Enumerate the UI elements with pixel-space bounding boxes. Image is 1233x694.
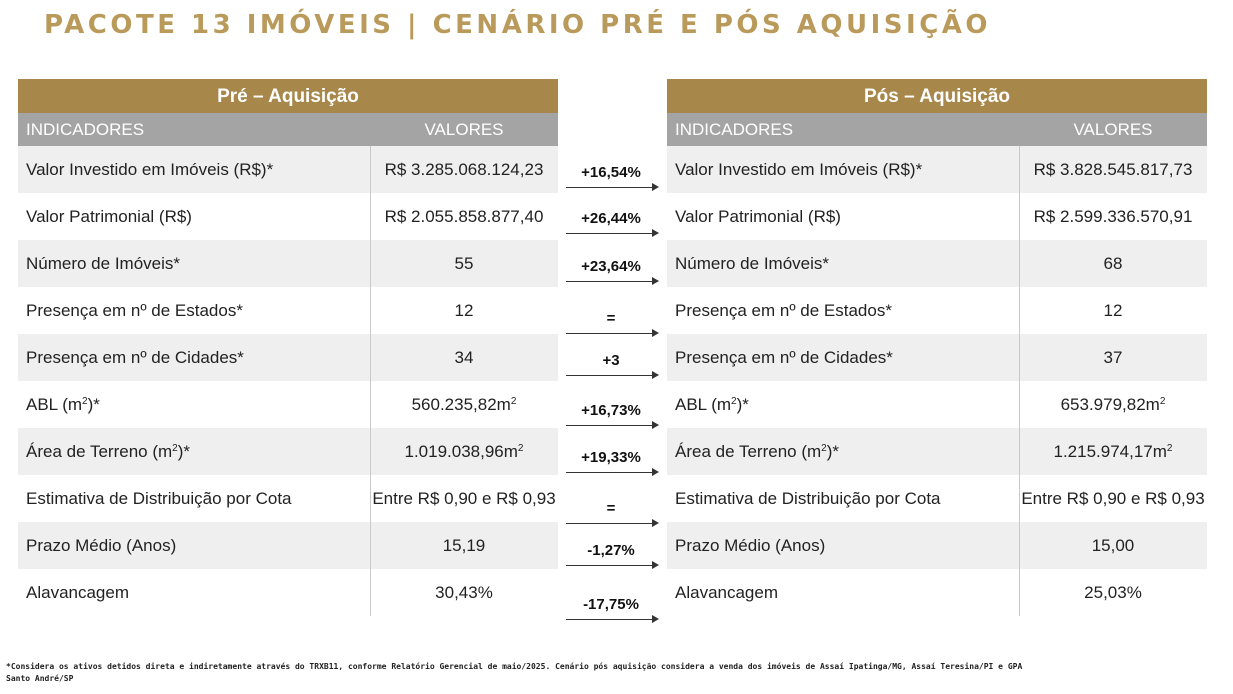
- indicator-label: Valor Investido em Imóveis (R$)*: [26, 159, 274, 179]
- column-header-valores: VALORES: [424, 119, 504, 139]
- arrow-line: [566, 523, 653, 524]
- indicator-value: R$ 2.055.858.877,40: [384, 206, 544, 226]
- delta-item: [563, 449, 659, 479]
- indicator-label: Prazo Médio (Anos): [675, 535, 826, 555]
- indicator-value: 12: [1103, 300, 1123, 320]
- indicator-value: 12: [454, 300, 474, 320]
- column-divider: [1019, 146, 1020, 616]
- indicator-label: Estimativa de Distribuição por Cota: [26, 488, 292, 508]
- arrow-line: [566, 619, 653, 620]
- indicator-value: R$ 2.599.336.570,91: [1033, 206, 1193, 226]
- indicator-value: Entre R$ 0,90 e R$ 0,93: [372, 488, 556, 508]
- indicator-value: 34: [454, 347, 474, 367]
- arrow-line: [566, 375, 653, 376]
- indicator-label: Valor Patrimonial (R$): [26, 206, 192, 226]
- indicator-label: Prazo Médio (Anos): [26, 535, 177, 555]
- table-row: [18, 475, 558, 522]
- delta-value: +3: [602, 352, 620, 369]
- indicator-label: Valor Patrimonial (R$): [675, 206, 841, 226]
- table-row: [18, 193, 558, 240]
- arrow-line: [566, 425, 653, 426]
- indicator-value: 55: [454, 253, 474, 273]
- column-header-indicadores: INDICADORES: [675, 119, 794, 139]
- column-divider: [370, 146, 371, 616]
- indicator-value: $560.235,82m^2$: [411, 394, 517, 414]
- delta-item: [563, 402, 659, 432]
- indicator-value: R$ 3.828.545.817,73: [1033, 159, 1193, 179]
- pos-acquisition-table: [667, 79, 1207, 616]
- indicator-label: ABL $(m^2)*$: [26, 394, 100, 414]
- indicator-value: $1.215.974,17m^2$: [1053, 441, 1173, 461]
- arrow-line: [566, 333, 653, 334]
- delta-item: [563, 542, 659, 572]
- indicator-value: $1.019.038,96m^2$: [404, 441, 524, 461]
- delta-value: +19,33%: [581, 449, 641, 466]
- arrow-line: [566, 233, 653, 234]
- indicator-label: Estimativa de Distribuição por Cota: [675, 488, 941, 508]
- delta-item: [563, 210, 659, 240]
- page-title: PACOTE 13 IMÓVEIS | CENÁRIO PRÉ E PÓS AQUISIÇÃO: [44, 10, 992, 40]
- arrow-right-icon: [652, 183, 659, 191]
- indicator-label: Número de Imóveis*: [26, 253, 181, 273]
- delta-item: [563, 352, 659, 382]
- table-row: [667, 475, 1207, 522]
- indicator-value: R$ 3.285.068.124,23: [384, 159, 544, 179]
- indicator-label: Valor Investido em Imóveis (R$)*: [675, 159, 923, 179]
- table-row: [18, 569, 558, 616]
- pre-rows: [18, 146, 558, 616]
- indicator-value: 15,00: [1091, 535, 1135, 555]
- indicator-value: 25,03%: [1084, 582, 1142, 602]
- table-row: [18, 146, 558, 193]
- indicator-value: 68: [1103, 253, 1123, 273]
- table-row: [18, 334, 558, 381]
- table-row: [18, 287, 558, 334]
- pos-acquisition-header: Pós – Aquisição: [667, 79, 1207, 113]
- indicator-value: $653.979,82m^2$: [1060, 394, 1166, 414]
- delta-item: [563, 258, 659, 288]
- delta-value: +26,44%: [581, 210, 641, 227]
- table-row: [18, 522, 558, 569]
- indicator-label: Número de Imóveis*: [675, 253, 830, 273]
- delta-value: -1,27%: [587, 542, 635, 559]
- arrow-line: [566, 281, 653, 282]
- table-row: [667, 240, 1207, 287]
- arrow-right-icon: [652, 519, 659, 527]
- column-header-valores: VALORES: [1073, 119, 1153, 139]
- footnote-line: *Considera os ativos detidos direta e indiretamente através do TRXB11, conforme Relatório Gerencial de maio/2025. Cenário pós aquisição considera a venda dos imóveis de Assaí Ipatinga/MG, Assaí Teresina/PI e GPA: [6, 662, 1023, 671]
- arrow-right-icon: [652, 277, 659, 285]
- pos-rows: [667, 146, 1207, 616]
- indicator-value: 37: [1103, 347, 1123, 367]
- pre-acquisition-table: [18, 79, 558, 616]
- delta-value: +23,64%: [581, 258, 641, 275]
- pre-column-headers: [18, 113, 558, 146]
- arrow-line: [566, 187, 653, 188]
- arrow-line: [566, 565, 653, 566]
- indicator-value: 15,19: [442, 535, 486, 555]
- pos-column-headers: [667, 113, 1207, 146]
- delta-item: [563, 164, 659, 194]
- delta-item: [563, 500, 659, 530]
- indicator-label: Alavancagem: [26, 582, 130, 602]
- indicator-label: Área de Terreno $(m^2)*$: [26, 441, 190, 461]
- indicator-value: 30,43%: [435, 582, 493, 602]
- delta-value: =: [606, 310, 616, 327]
- table-row: [18, 381, 558, 428]
- table-row: [18, 240, 558, 287]
- arrow-right-icon: [652, 229, 659, 237]
- delta-item: [563, 310, 659, 340]
- indicator-label: Presença em nº de Estados*: [26, 300, 243, 320]
- delta-item: [563, 596, 659, 626]
- indicator-value: Entre R$ 0,90 e R$ 0,93: [1021, 488, 1205, 508]
- arrow-right-icon: [652, 421, 659, 429]
- indicator-label: Presença em nº de Estados*: [675, 300, 892, 320]
- delta-value: +16,73%: [581, 402, 641, 419]
- delta-value: -17,75%: [583, 596, 639, 613]
- table-row: [667, 146, 1207, 193]
- arrow-right-icon: [652, 615, 659, 623]
- footnote: [6, 661, 1226, 685]
- table-row: [667, 381, 1207, 428]
- pre-acquisition-header: Pré – Aquisição: [18, 79, 558, 113]
- indicator-label: Área de Terreno $(m^2)*$: [675, 441, 839, 461]
- table-row: [667, 334, 1207, 381]
- delta-value: =: [606, 500, 616, 517]
- indicator-label: ABL $(m^2)*$: [675, 394, 749, 414]
- arrow-right-icon: [652, 561, 659, 569]
- arrow-right-icon: [652, 468, 659, 476]
- indicator-label: Presença em nº de Cidades*: [675, 347, 893, 367]
- arrow-right-icon: [652, 329, 659, 337]
- arrow-right-icon: [652, 371, 659, 379]
- table-row: [667, 193, 1207, 240]
- indicator-label: Alavancagem: [675, 582, 779, 602]
- table-row: [18, 428, 558, 475]
- arrow-line: [566, 472, 653, 473]
- table-row: [667, 522, 1207, 569]
- table-row: [667, 428, 1207, 475]
- footnote-line: Santo André/SP: [6, 674, 74, 683]
- delta-value: +16,54%: [581, 164, 641, 181]
- table-row: [667, 569, 1207, 616]
- column-header-indicadores: INDICADORES: [26, 119, 145, 139]
- indicator-label: Presença em nº de Cidades*: [26, 347, 244, 367]
- table-row: [667, 287, 1207, 334]
